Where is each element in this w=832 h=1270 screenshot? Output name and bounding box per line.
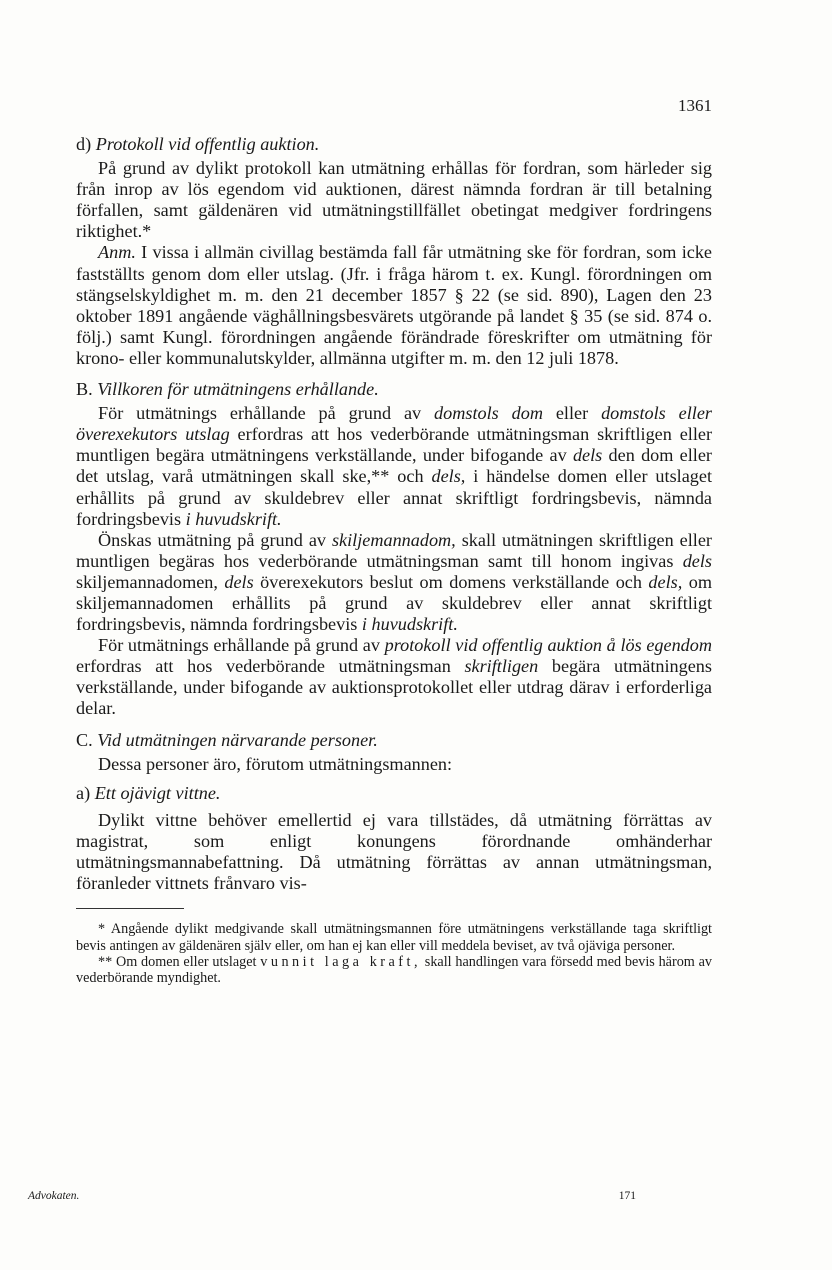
footnotes [76, 921, 712, 987]
paragraph-b2: Önskas utmätning på grund av skiljemannadom, skall utmätningen skriftligen eller muntligen begäras hos vederbörande utmätningsman samt till honom ingivas dels skiljemannadomen, dels överexekutors beslut om domens verkställande och dels, om skiljemannadomen erhållits på grund av skuldebrev eller annat skriftligt fordringsbevis, nämnda fordringsbevis i huvudskrift. [76, 529, 712, 635]
heading-b: B. Villkoren för utmätningens erhållande. [76, 379, 379, 400]
paragraph-b3: För utmätnings erhållande på grund av protokoll vid offentlig auktion å lös egendom erfordras att hos vederbörande utmätningsman skriftligen begära utmätningens verkställande, under bifogande av auktionsprotokollet eller utdrag därav i erforderliga delar. [76, 635, 712, 719]
heading-d: d) Protokoll vid offentlig auktion. [76, 134, 320, 154]
page-footer [28, 1190, 636, 1202]
paragraph-d: På grund av dylikt protokoll kan utmätning erhållas för fordran, som härleder sig från inrop av lös egendom vid auktionen, därest nämnda fordran är till betalning förfallen, samt gäldenären vid utmätningstillfället obetingat medgiver fordringens riktighet.* [76, 158, 712, 242]
footnote-2: ** Om domen eller utslaget vunnit laga kraft, skall handlingen vara försedd med bevis härom av vederbörande myndighet. [76, 954, 712, 987]
heading-a: a) Ett ojävigt vittne. [76, 782, 221, 803]
footnote-1: * Angående dylikt medgivande skall utmätningsmannen före utmätningens verkställande taga skriftligt bevis antingen av gäldenären själv eller, om han ej kan eller vill meddela beviset, av två ojäviga personer. [76, 921, 712, 954]
note-anm: Anm. I vissa i allmän civillag bestämda fall får utmätning ske för fordran, som icke fastställts genom dom eller utslag. (Jfr. i fråga härom t. ex. Kungl. förordningen om stängselskyldighet m. m. den 21 december 1857 § 22 (se sid. 890), Lagen den 23 oktober 1891 angående väghållningsbesvärets utgörande på landet § 35 (se sid. 874 o. följ.) samt Kungl. förordningen angående förändrade föreskrifter om utmätning för krono- eller kommunalutskylder, allmänna utgifter m. m. den 12 juli 1878. [76, 242, 713, 368]
paragraph-a: Dylikt vittne behöver emellertid ej vara tillstädes, då utmätning förrättas av magistrat, som enligt konungens förordnande omhänderhar utmätningsmannabefattning. Då utmätning förrättas av annan utmätningsman, föranleder vittnets frånvaro vis- [76, 809, 712, 894]
footer-publication: Advokaten. [28, 1190, 80, 1202]
paragraph-b1: För utmätnings erhållande på grund av domstols dom eller domstols eller överexekutors utslag erfordras att hos vederbörande utmätningsman skriftligen eller muntligen begära utmätningens verkställande, under bifogande av dels den dom eller det utslag, varå utmätningen skall ske,** och dels, i händelse domen eller utslaget erhållits på grund av skuldebrev eller annat skriftligt fordringsbevis, nämnda fordringsbevis i huvudskrift. [76, 403, 712, 529]
footer-sheet-number: 171 [618, 1190, 636, 1202]
heading-c: C. Vid utmätningen närvarande personer. [76, 729, 378, 750]
page-number: 1361 [678, 96, 712, 115]
paragraph-c: Dessa personer äro, förutom utmätningsmannen: [98, 753, 453, 774]
body-text [76, 134, 712, 987]
footnote-divider [76, 908, 184, 909]
anm-label: Anm. [98, 242, 136, 263]
